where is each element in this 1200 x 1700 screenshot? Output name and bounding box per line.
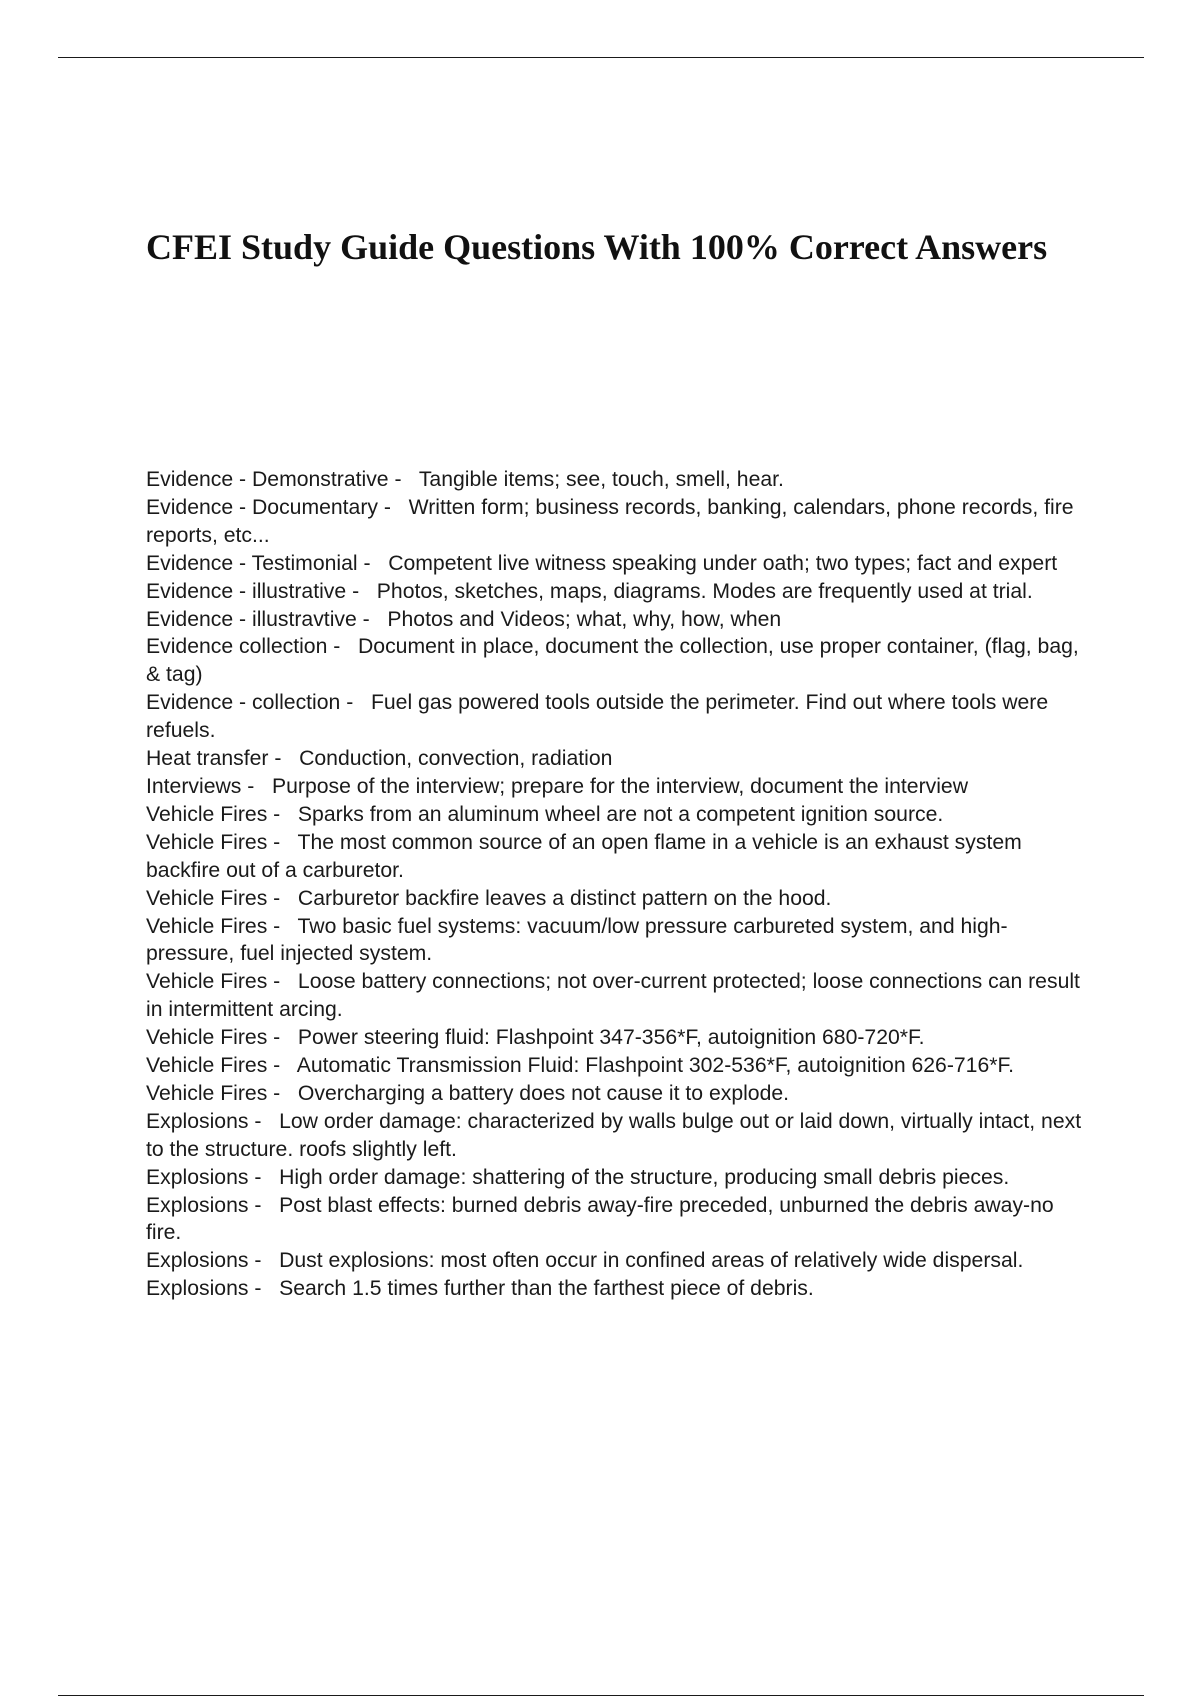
qa-definition: Fuel gas powered tools outside the perimeter. Find out where tools were refuels. [146,691,1049,743]
qa-separator: - [267,886,298,910]
qa-term: Explosions [146,1165,249,1189]
qa-definition: Power steering fluid: Flashpoint 347-356*F, autoignition 680-720*F. [297,1026,925,1050]
qa-term: Vehicle Fires [146,886,268,910]
qa-term: Explosions [146,1277,249,1301]
qa-term: Evidence - Testimonial [146,551,358,575]
qa-definition: Search 1.5 times further than the farthest piece of debris. [279,1277,814,1301]
qa-item [146,829,1092,885]
qa-term: Evidence - collection [146,691,341,715]
qa-item [146,606,1092,634]
qa-separator: - [248,1249,280,1273]
qa-term: Vehicle Fires [146,802,268,826]
qa-term: Evidence - illustrative [146,579,347,603]
qa-definition: The most common source of an open flame in a vehicle is an exhaust system backfire out of a carburetor. [146,830,1022,882]
header-rule [58,57,1144,58]
qa-term: Explosions [146,1193,249,1217]
qa-item [146,968,1092,1024]
qa-term: Vehicle Fires [146,970,268,994]
qa-definition: Tangible items; see, touch, smell, hear. [418,468,784,491]
qa-separator: - [248,1109,280,1133]
qa-item [146,689,1092,745]
footer-rule [58,1695,1144,1696]
qa-term: Vehicle Fires [146,1054,268,1078]
qa-item [146,1164,1092,1192]
qa-separator: - [388,468,419,491]
qa-item [146,745,1092,773]
qa-item [146,1192,1092,1248]
qa-separator: - [327,635,358,659]
qa-definition: High order damage: shattering of the structure, producing small debris pieces. [279,1165,1010,1189]
qa-item [146,550,1092,578]
qa-definition: Carburetor backfire leaves a distinct pattern on the hood. [297,886,832,910]
qa-definition: Conduction, convection, radiation [299,747,613,771]
qa-item [146,1108,1092,1164]
qa-definition: Dust explosions: most often occur in confined areas of relatively wide dispersal. [279,1249,1024,1273]
qa-separator: - [267,1081,298,1105]
qa-item [146,913,1092,969]
qa-term: Evidence - Demonstrative [146,468,389,491]
qa-separator: - [267,914,298,938]
document-title: CFEI Study Guide Questions With 100% Correct Answers [146,227,1048,267]
qa-term: Explosions [146,1109,249,1133]
qa-term: Vehicle Fires [146,1026,268,1050]
qa-item [146,466,1092,494]
qa-term: Vehicle Fires [146,830,268,854]
qa-definition: Overcharging a battery does not cause it to explode. [297,1081,790,1105]
qa-definition: Document in place, document the collection, use proper container, (flag, bag, & tag) [146,635,1079,687]
qa-item [146,578,1092,606]
qa-separator: - [340,691,371,715]
qa-item [146,1024,1092,1052]
qa-separator: - [267,1026,298,1050]
qa-item [146,1080,1092,1108]
qa-term: Vehicle Fires [146,914,268,938]
qa-separator: - [267,830,298,854]
qa-term: Vehicle Fires [146,1081,268,1105]
qa-item [146,1247,1092,1275]
qa-item [146,773,1092,801]
qa-separator: - [267,1054,297,1078]
qa-item [146,885,1092,913]
qa-separator: - [248,1165,280,1189]
qa-separator: - [268,747,300,771]
qa-term: Interviews [146,774,242,798]
qa-definition: Low order damage: characterized by walls bulge out or laid down, virtually intact, next to the structure. roofs slightly left. [146,1109,1082,1161]
qa-definition: Sparks from an aluminum wheel are not a competent ignition source. [297,802,944,826]
qa-item [146,1275,1092,1303]
qa-term: Explosions [146,1249,249,1273]
qa-definition: Photos, sketches, maps, diagrams. Modes are frequently used at trial. [376,579,1033,603]
qa-item [146,801,1092,829]
qa-separator: - [241,774,272,798]
qa-separator: - [267,970,298,994]
qa-separator: - [346,579,377,603]
qa-definition: Post blast effects: burned debris away-fire preceded, unburned the debris away-no fire. [146,1193,1054,1245]
qa-definition: Competent live witness speaking under oath; two types; fact and expert [388,551,1058,575]
qa-separator: - [378,495,409,519]
qa-separator: - [267,802,298,826]
qa-definition: Two basic fuel systems: vacuum/low pressure carbureted system, and high-pressure, fuel injected system. [146,914,1008,966]
qa-definition: Photos and Videos; what, why, how, when [387,607,782,631]
qa-definition: Automatic Transmission Fluid: Flashpoint 302-536*F, autoignition 626-716*F. [296,1054,1014,1078]
qa-separator: - [248,1277,280,1301]
qa-definition: Loose battery connections; not over-current protected; loose connections can result in intermittent arcing. [146,970,1080,1022]
qa-item [146,494,1092,550]
qa-term: Evidence - Documentary [146,495,378,519]
qa-term: Evidence - illustravtive [146,607,357,631]
qa-definition: Written form; business records, banking, calendars, phone records, fire reports, etc... [146,495,1074,547]
qa-separator: - [248,1193,280,1217]
qa-item [146,1052,1092,1080]
qa-term: Evidence collection [146,635,328,659]
qa-list [146,466,1092,1303]
qa-definition: Purpose of the interview; prepare for the interview, document the interview [271,774,969,798]
qa-term: Heat transfer [146,747,269,771]
qa-separator: - [357,551,389,575]
qa-separator: - [356,607,388,631]
qa-item [146,633,1092,689]
